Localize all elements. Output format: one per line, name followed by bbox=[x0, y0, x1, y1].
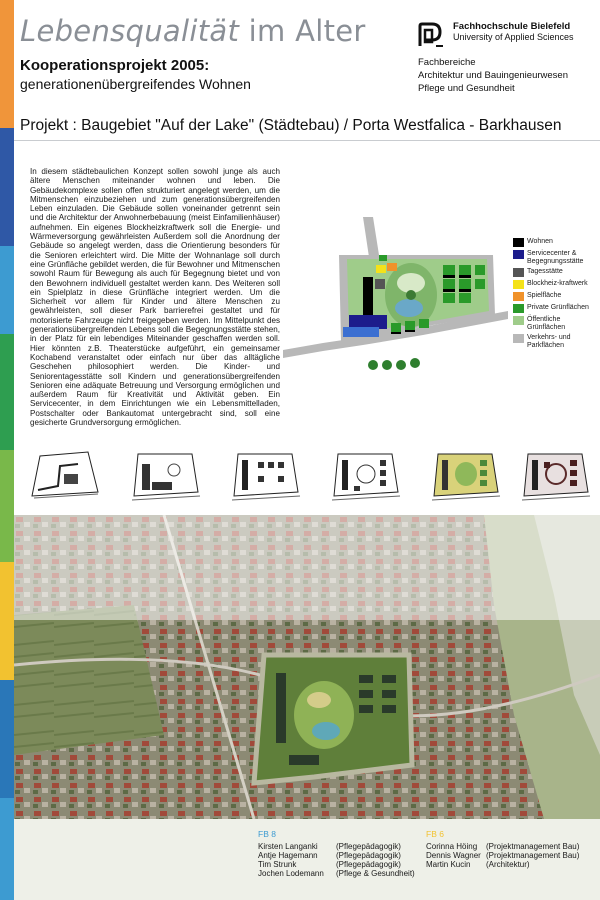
legend-label: Öffentliche Grünflächen bbox=[527, 316, 566, 331]
project-overlay bbox=[254, 655, 412, 783]
stripe-blue bbox=[0, 680, 14, 798]
service-center bbox=[349, 315, 387, 329]
member-role: (Pflegepädagogik) bbox=[336, 851, 401, 860]
legend-swatch bbox=[513, 250, 524, 259]
stripe-lightgreen bbox=[0, 450, 14, 562]
legend-label: Tagesstätte bbox=[527, 268, 563, 276]
member-name: Martin Kucin bbox=[426, 860, 471, 869]
sketch-6 bbox=[518, 446, 592, 502]
legend-item bbox=[513, 292, 599, 301]
legend-item bbox=[513, 316, 599, 331]
stripe-green bbox=[0, 334, 14, 450]
member-role: (Projektmanagement Bau) bbox=[486, 851, 580, 860]
stripe-orange bbox=[0, 0, 14, 128]
site-plan bbox=[283, 215, 508, 380]
title-rest: im Alter bbox=[239, 14, 366, 48]
project-line: Projekt : Baugebiet "Auf der Lake" (Städtebau) / Porta Westfalica - Barkhausen bbox=[20, 117, 562, 134]
sketch-3 bbox=[228, 446, 302, 502]
member-name: Tim Strunk bbox=[258, 860, 297, 869]
legend-swatch bbox=[513, 238, 524, 247]
fb8-member-names bbox=[258, 842, 324, 878]
legend-label: Verkehrs- und Parkflächen bbox=[527, 334, 571, 349]
department-line: Fachbereiche bbox=[418, 57, 476, 68]
legend-swatch bbox=[513, 268, 524, 277]
legend-item bbox=[513, 268, 599, 277]
member-role: (Pflegepädagogik) bbox=[336, 860, 401, 869]
stripe-lightblue bbox=[0, 246, 14, 334]
legend-label: Spielfläche bbox=[527, 292, 562, 300]
legend-item bbox=[513, 304, 599, 313]
legend-label: Blockheiz-kraftwerk bbox=[527, 280, 588, 288]
fb6-label: FB 6 bbox=[426, 829, 444, 839]
sketch-2 bbox=[128, 446, 202, 502]
legend-item bbox=[513, 250, 599, 265]
power-plant bbox=[376, 265, 386, 273]
sketch-4 bbox=[328, 446, 402, 502]
member-role: (Projektmanagement Bau) bbox=[486, 842, 580, 851]
sketch-1 bbox=[28, 446, 102, 502]
legend-item bbox=[513, 334, 599, 349]
legend-label: Private Grünflächen bbox=[527, 304, 589, 312]
legend-swatch bbox=[513, 304, 524, 313]
fb8-member-roles bbox=[336, 842, 415, 878]
fb8-label: FB 8 bbox=[258, 829, 276, 839]
day-care bbox=[375, 279, 385, 289]
design-sketches bbox=[18, 446, 600, 506]
subtitle-bold: Kooperationsprojekt 2005: bbox=[20, 57, 210, 74]
legend-label: Servicecenter & Begegnungsstätte bbox=[527, 250, 584, 265]
stripe-yellow bbox=[0, 562, 14, 680]
sketch-5 bbox=[428, 446, 502, 502]
department-line: Pflege und Gesundheit bbox=[418, 83, 515, 94]
legend-label: Wohnen bbox=[527, 238, 553, 245]
legend-swatch bbox=[513, 334, 524, 343]
legend-item bbox=[513, 238, 599, 247]
divider bbox=[14, 140, 600, 141]
poster-title bbox=[20, 14, 366, 48]
stripe-darkblue bbox=[0, 128, 14, 246]
concept-description: In diesem städtebaulichen Konzept sollen sowohl junge als auch ältere Menschen miteinander wohnen und leben. Die Gebäudekomplexe sollen offen strukturiert angelegt werden, um die Mitmenschen einzubeziehen und zum generationsübergreifenden Leben einzuladen. Die Gebäude sollen voneinander getrennt sein und die Architektur der Anwohnerbebauung (meist Einfamilienhäuser) aufnehmen. Ein eigenes Blockheizkraftwerk soll die Energie- und Wärmeversorgung gewährleisten Außerdem soll die Anordnung der Gebäude so angelegt werden, dass die Orientierung besonders für die Senioren erleichtert wird. Die Mitte der Wohnanlage soll durch eine Grünfläche gebildet werden, die für Bewohner und Mitmenschen sowohl Raum für Bewegung als auch für Begegnung bietet und von den Bewohnern individuell gestaltet werden kann. Des Weiteren soll ein Spielplatz in diese Grünfläche integriert werden. Um die Sicherheit vor allem für Kinder und ältere Menschen zu gewährleisten, soll dieser Park barrierefrei gestaltet und für motorisierte Fahrzeuge nicht freigegeben werden. Im Mittelpunkt des generationsübergreifenden Lebens soll die Begegnungsstätte stehen, in der Platz für ein lebendiges Miteinander geschaffen werden soll. Hier könnten z.B. Theaterstücke aufgeführt, ein gemeinsamer Kochabend veranstaltet oder einfach nur über das alltägliche Geschehen philosophiert werden. Die Kinder- und Seniorentagesstätte soll Kindern und generationsübergreifenden Senioren eine adäquate Betreuung und Versorgung ermöglichen und außerdem Raum für Kreativität und Aktivität geben. Ein Servicecenter, in dem Einrichtungen wie ein Lebensmittelladen, Postschalter oder Bankautomat untergebracht sind, soll eine gesicherte Grundversorgung ermöglichen. bbox=[30, 167, 280, 428]
plan-legend bbox=[513, 238, 599, 353]
legend-item bbox=[513, 280, 599, 289]
member-role: (Pflege & Gesundheit) bbox=[336, 869, 415, 878]
pond bbox=[395, 299, 423, 317]
member-name: Kirsten Langanki bbox=[258, 842, 318, 851]
credits-panel bbox=[14, 819, 600, 900]
member-name: Jochen Lodemann bbox=[258, 869, 324, 878]
stripe-cyan bbox=[0, 798, 14, 900]
member-role: (Pflegepädagogik) bbox=[336, 842, 401, 851]
member-name: Corinna Höing bbox=[426, 842, 478, 851]
aerial-fade-band bbox=[14, 515, 600, 620]
legend-swatch bbox=[513, 316, 524, 325]
color-stripe bbox=[0, 0, 14, 900]
aerial-photo bbox=[14, 515, 600, 819]
institution-name: Fachhochschule Bielefeld bbox=[453, 21, 571, 32]
playground bbox=[387, 263, 397, 271]
fh-bielefeld-logo bbox=[418, 22, 444, 48]
legend-swatch bbox=[513, 280, 524, 289]
service-center-annex bbox=[343, 327, 379, 337]
title-italic: Lebensqualität bbox=[20, 14, 240, 48]
member-name: Dennis Wagner bbox=[426, 851, 481, 860]
subtitle-line2: generationenübergreifendes Wohnen bbox=[20, 76, 251, 92]
member-name: Antje Hagemann bbox=[258, 851, 318, 860]
department-line: Architektur und Bauingenieurwesen bbox=[418, 70, 568, 81]
member-role: (Architektur) bbox=[486, 860, 530, 869]
fb6-member-roles bbox=[486, 842, 579, 869]
legend-swatch bbox=[513, 292, 524, 301]
fb6-member-names bbox=[426, 842, 481, 869]
institution-tagline: University of Applied Sciences bbox=[453, 32, 574, 42]
department-list bbox=[418, 56, 568, 95]
